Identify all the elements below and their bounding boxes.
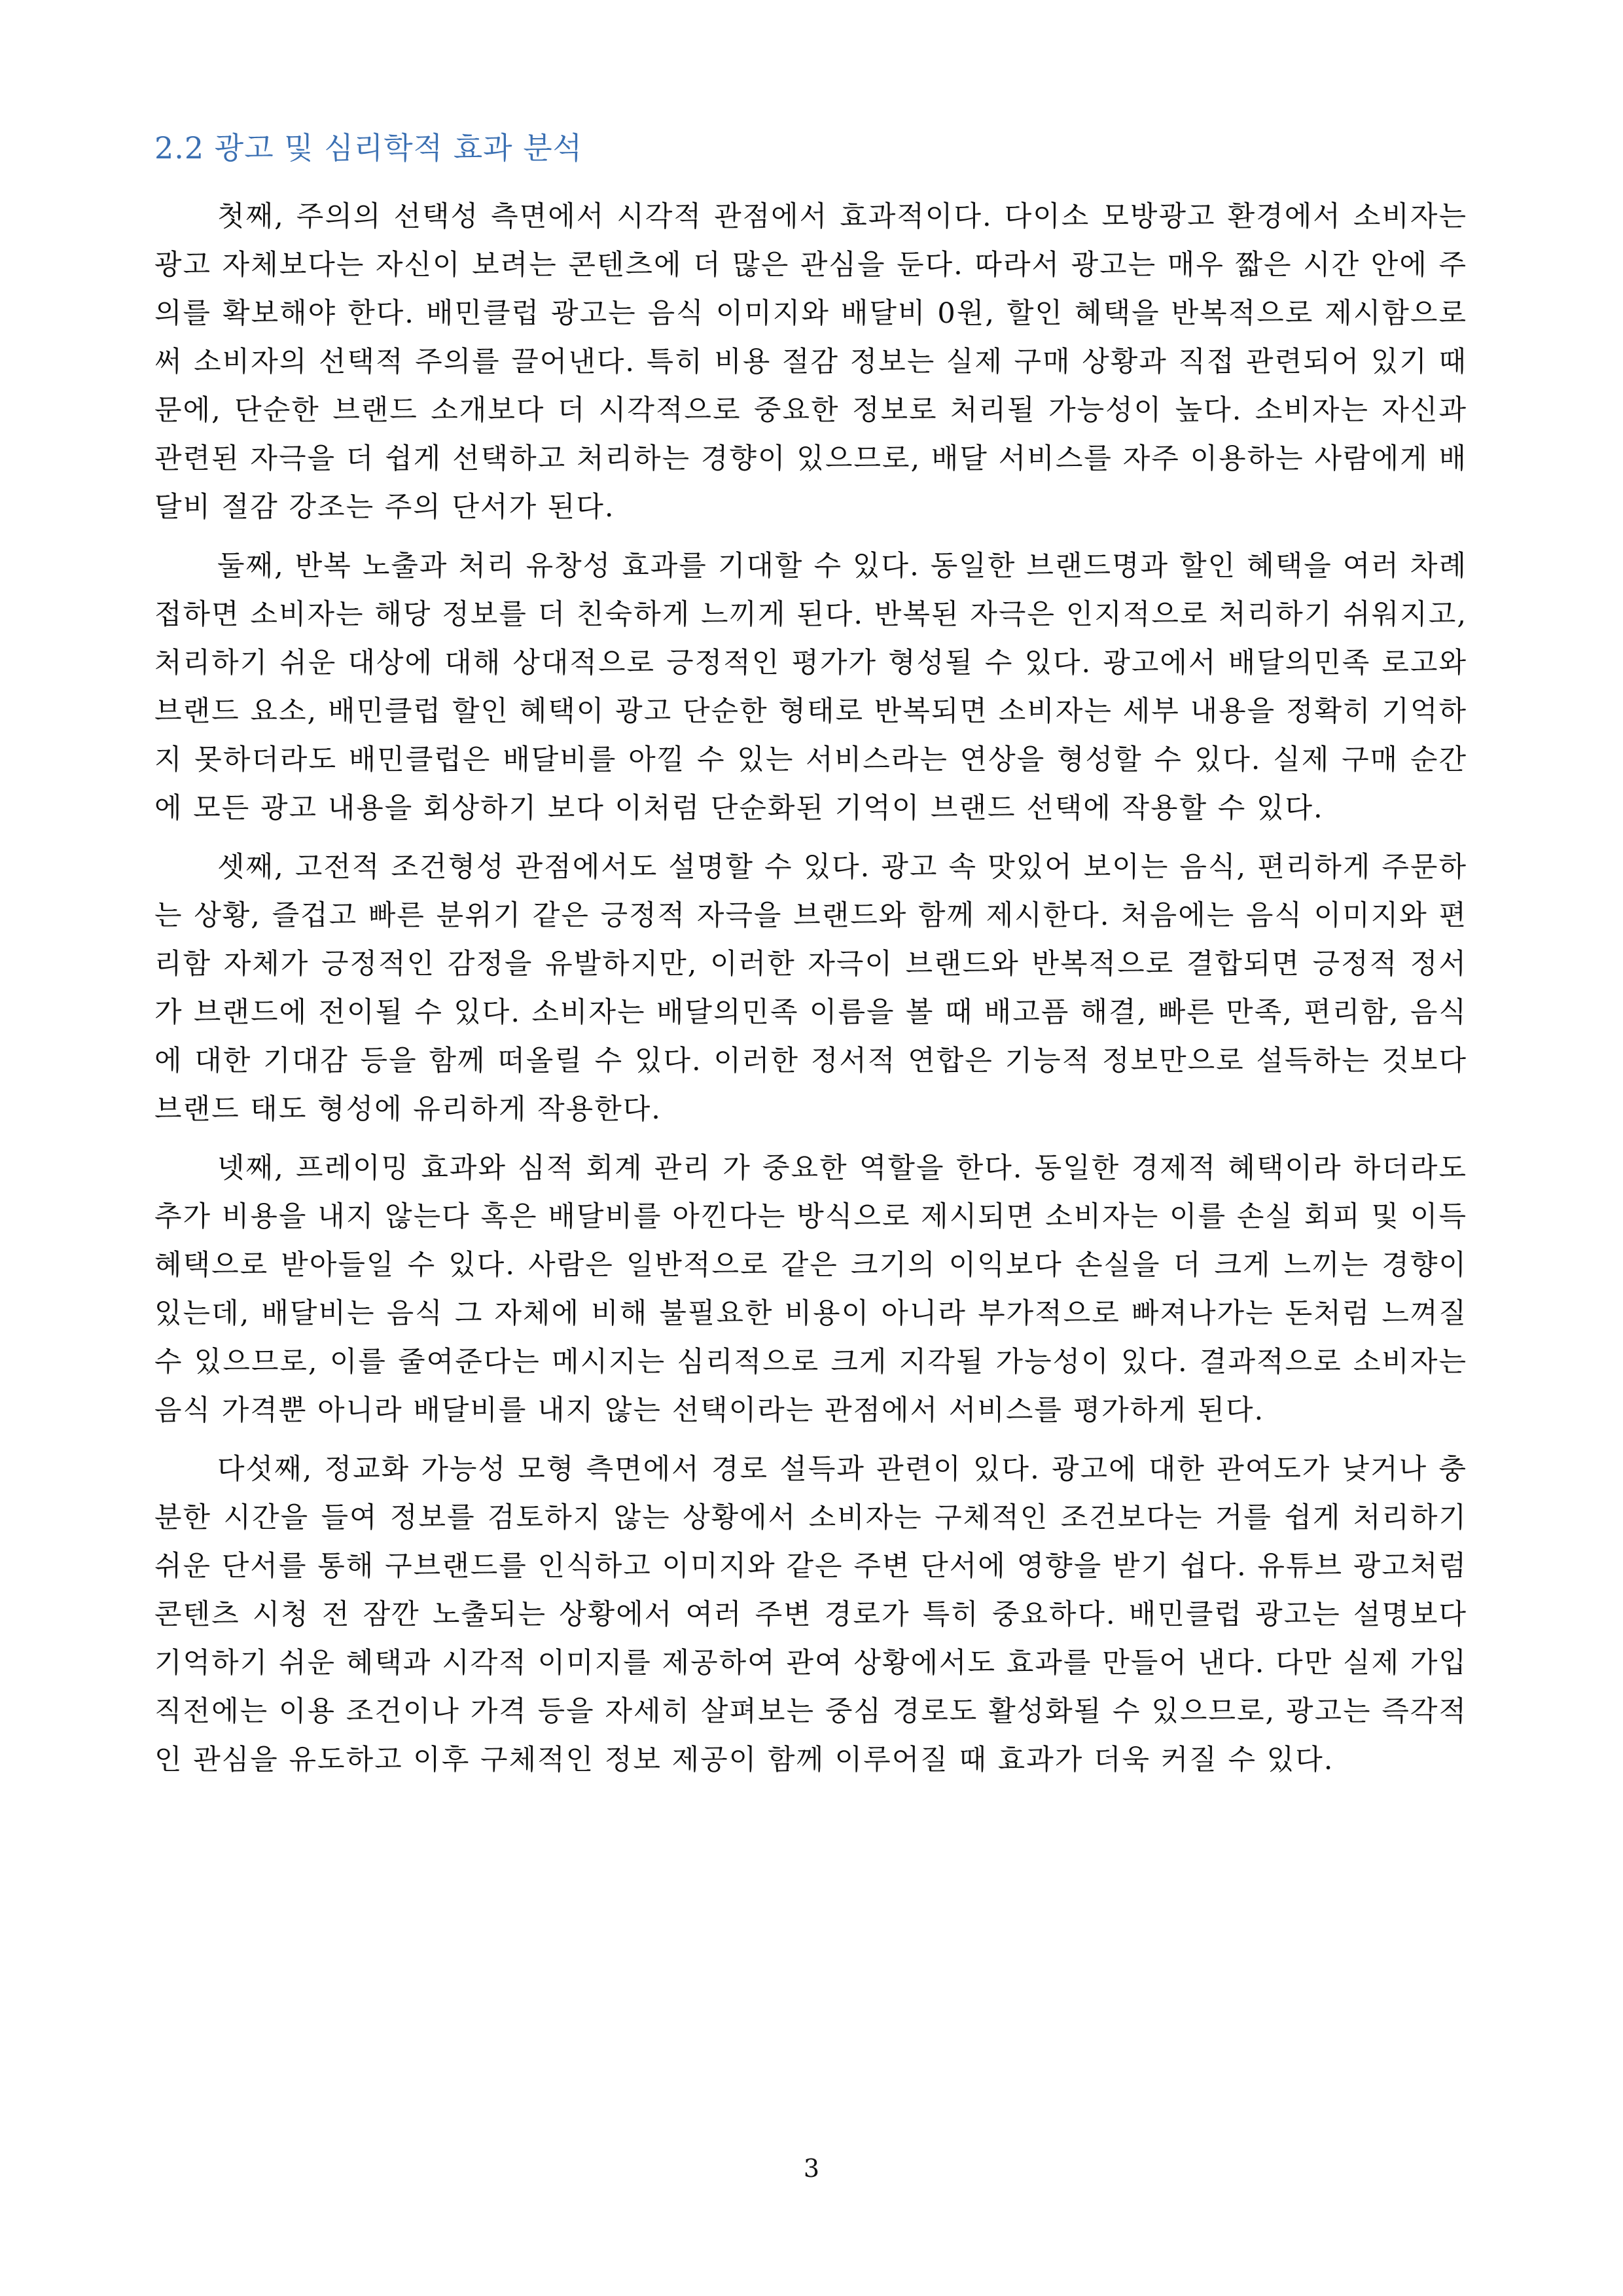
paragraph-1: 첫째, 주의의 선택성 측면에서 시각적 관점에서 효과적이다. 다이소 모방광고 환경에서 소비자는 광고 자체보다는 자신이 보려는 콘텐츠에 더 많은 관심을 둔다. 따라서 광고는 매우 짧은 시간 안에 주의를 확보해야 한다. 배민클럽 광고는 음식 이미지와 배달비 0원, 할인 혜택을 반복적으로 제시함으로써 소비자의 선택적 주의를 끌어낸다. 특히 비용 절감 정보는 실제 구매 상황과 직접 관련되어 있기 때문에, 단순한 브랜드 소개보다 더 시각적으로 중요한 정보로 처리될 가능성이 높다. 소비자는 자신과 관련된 자극을 더 쉽게 선택하고 처리하는 경향이 있으므로, 배달 서비스를 자주 이용하는 사람에게 배달비 절감 강조는 주의 단서가 된다. (154, 200, 1467, 524)
section-heading: 2.2 광고 및 심리학적 효과 분석 (154, 130, 583, 166)
page-number: 3 (803, 2154, 820, 2183)
paragraph-3: 셋째, 고전적 조건형성 관점에서도 설명할 수 있다. 광고 속 맛있어 보이는 음식, 편리하게 주문하는 상황, 즐겁고 빠른 분위기 같은 긍정적 자극을 브랜드와 함께 제시한다. 처음에는 음식 이미지와 편리함 자체가 긍정적인 감정을 유발하지만, 이러한 자극이 브랜드와 반복적으로 결합되면 긍정적 정서가 브랜드에 전이될 수 있다. 소비자는 배달의민족 이름을 볼 때 배고픔 해결, 빠른 만족, 편리함, 음식에 대한 기대감 등을 함께 떠올릴 수 있다. 이러한 정서적 연합은 기능적 정보만으로 설득하는 것보다 브랜드 태도 형성에 유리하게 작용한다. (154, 851, 1467, 1126)
paragraph-4: 넷째, 프레이밍 효과와 심적 회계 관리 가 중요한 역할을 한다. 동일한 경제적 혜택이라 하더라도 추가 비용을 내지 않는다 혹은 배달비를 아낀다는 방식으로 제시되면 소비자는 이를 손실 회피 및 이득 혜택으로 받아들일 수 있다. 사람은 일반적으로 같은 크기의 이익보다 손실을 더 크게 느끼는 경향이 있는데, 배달비는 음식 그 자체에 비해 불필요한 비용이 아니라 부가적으로 빠져나가는 돈처럼 느껴질 수 있으므로, 이를 줄여준다는 메시지는 심리적으로 크게 지각될 가능성이 있다. 결과적으로 소비자는 음식 가격뿐 아니라 배달비를 내지 않는 선택이라는 관점에서 서비스를 평가하게 된다. (154, 1152, 1467, 1427)
paragraph-5: 다섯째, 정교화 가능성 모형 측면에서 경로 설득과 관련이 있다. 광고에 대한 관여도가 낮거나 충분한 시간을 들여 정보를 검토하지 않는 상황에서 소비자는 구체적인 조건보다는 거를 쉽게 처리하기 쉬운 단서를 통해 구브랜드를 인식하고 이미지와 같은 주변 단서에 영향을 받기 쉽다. 유튜브 광고처럼 콘텐츠 시청 전 잠깐 노출되는 상황에서 여러 주변 경로가 특히 중요하다. 배민클럽 광고는 설명보다 기억하기 쉬운 혜택과 시각적 이미지를 제공하여 관여 상황에서도 효과를 만들어 낸다. 다만 실제 가입 직전에는 이용 조건이나 가격 등을 자세히 살펴보는 중심 경로도 활성화될 수 있으므로, 광고는 즉각적인 관심을 유도하고 이후 구체적인 정보 제공이 함께 이루어질 때 효과가 더욱 커질 수 있다. (154, 1453, 1467, 1776)
section-body (154, 192, 1467, 1795)
paragraph-2: 둘째, 반복 노출과 처리 유창성 효과를 기대할 수 있다. 동일한 브랜드명과 할인 혜택을 여러 차례 접하면 소비자는 해당 정보를 더 친숙하게 느끼게 된다. 반복된 자극은 인지적으로 처리하기 쉬워지고, 처리하기 쉬운 대상에 대해 상대적으로 긍정적인 평가가 형성될 수 있다. 광고에서 배달의민족 로고와 브랜드 요소, 배민클럽 할인 혜택이 광고 단순한 형태로 반복되면 소비자는 세부 내용을 정확히 기억하지 못하더라도 배민클럽은 배달비를 아낄 수 있는 서비스라는 연상을 형성할 수 있다. 실제 구매 순간에 모든 광고 내용을 회상하기 보다 이처럼 단순화된 기억이 브랜드 선택에 작용할 수 있다. (154, 550, 1467, 825)
